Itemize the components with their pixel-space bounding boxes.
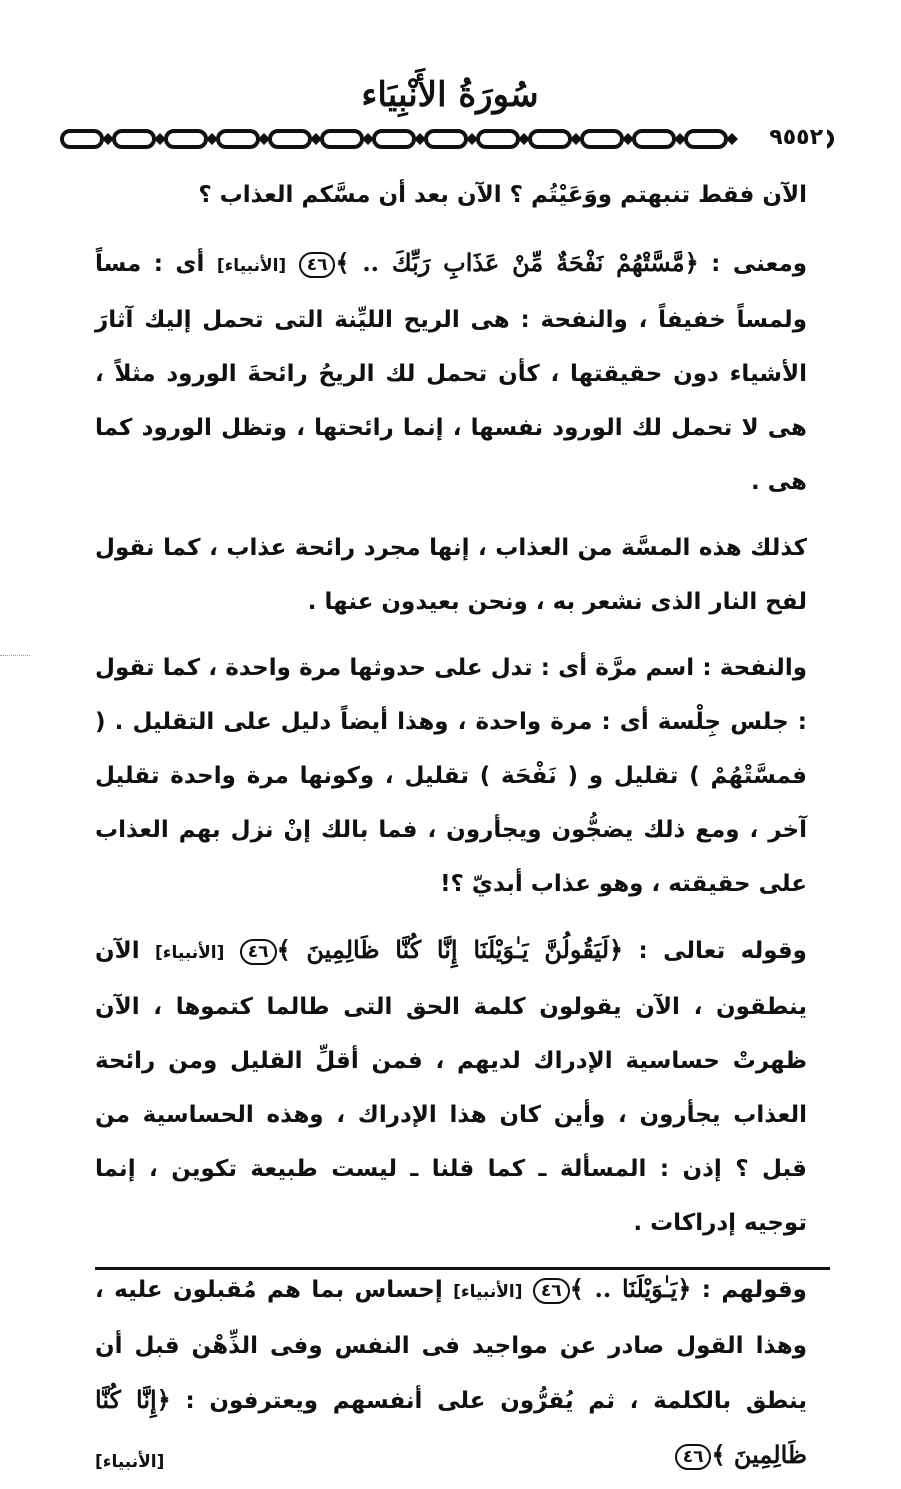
verse-number: ٤٦ bbox=[240, 939, 277, 965]
chain-link bbox=[114, 131, 154, 147]
chain-link bbox=[478, 131, 518, 147]
quran-verse: ﴿إِنَّا كُنَّا ظَالِمِينَ ﴾ bbox=[95, 1385, 807, 1469]
page-number: ٩٥٥٢ bbox=[765, 124, 827, 152]
chain-link bbox=[62, 131, 102, 147]
footer-rule bbox=[95, 1267, 830, 1270]
p2-text: أى : مساً ولمساً خفيفاً ، والنفحة : هى الريح الليِّنة التى تحمل إليك آثارَ الأشياء دون حقيقتها ، كأن تحمل لك الريحُ رائحةَ الورود مثلاً ، هى لا تحمل لك الورود نفسها ، إنما رائحتها ، وتظل الورود كما هى . bbox=[95, 251, 807, 495]
quran-verse: ﴿لَيَقُولُنَّ يَـٰوَيْلَنَا إِنَّا كُنَّا ظَالِمِينَ ﴾ bbox=[276, 935, 624, 964]
quran-verse: ﴿يَـٰوَيْلَنَا .. ﴾ bbox=[569, 1274, 692, 1303]
verse-number: ٤٦ bbox=[675, 1444, 712, 1470]
chain-link bbox=[166, 131, 206, 147]
chain-diamond bbox=[726, 133, 738, 145]
chain-ornament-icon bbox=[60, 122, 835, 156]
chain-link bbox=[582, 131, 622, 147]
p5-lead: وقوله تعالى : bbox=[623, 938, 807, 964]
quran-verse: ﴿مَّسَّتْهُمْ نَفْحَةٌ مِّنْ عَذَابِ رَبِّكَ .. ﴾ bbox=[335, 248, 699, 277]
paragraph-5 bbox=[95, 923, 807, 1250]
paragraph-2 bbox=[95, 236, 807, 509]
header-ornament bbox=[60, 122, 835, 156]
paragraph-3: كذلك هذه المسَّة من العذاب ، إنها مجرد رائحة عذاب ، كما نقول لفح النار الذى نشعر به ، ونحن بعيدون عنها . bbox=[95, 535, 807, 615]
margin-mark bbox=[0, 655, 30, 656]
paragraph-4: والنفحة : اسم مرَّة أى : تدل على حدوثها مرة واحدة ، كما تقول : جلس جِلْسة أى : مرة واحدة ، وهذا أيضاً دليل على التقليل . ( فمسَّتْهُمْ ) تقليل و ( نَفْحَة ) تقليل ، وكونها مرة واحدة تقليل آخر ، ومع ذلك يضجُّون ويجأرون ، فما بالك إنْ نزل بهم العذاب على حقيقته ، وهو عذاب أبديّ ؟! bbox=[95, 655, 807, 897]
chain-link bbox=[218, 131, 258, 147]
page-body bbox=[95, 168, 807, 1489]
surah-reference: [الأنبياء] bbox=[216, 256, 287, 276]
chain-link bbox=[322, 131, 362, 147]
chain-link bbox=[530, 131, 570, 147]
p6-text: إحساس بما هم مُقبلون عليه ، وهذا القول صادر عن مواجيد فى النفس وفى الذِّهْن قبل أن ينطق بالكلمة ، ثم يُقرُّون على أنفسهم ويعترفون : bbox=[95, 1277, 807, 1414]
chain-link bbox=[374, 131, 414, 147]
p5-text: الآن ينطقون ، الآن يقولون كلمة الحق التى طالما كتموها ، الآن ظهرتْ حساسية الإدراك لديهم ، فمن أقلِّ القليل ومن رائحة العذاب يجأرون ، وأين كان هذا الإدراك ، وهذه الحساسية من قبل ؟ إذن : المسألة ـ كما قلنا ـ ليست طبيعة تكوين ، إنما توجيه إدراكات . bbox=[95, 938, 807, 1236]
verse-number: ٤٦ bbox=[299, 252, 336, 278]
chain-link bbox=[634, 131, 674, 147]
p2-lead: ومعنى : bbox=[698, 251, 807, 277]
verse-number: ٤٦ bbox=[533, 1278, 570, 1304]
surah-reference: [الأنبياء] bbox=[95, 1452, 165, 1472]
chain-link bbox=[426, 131, 466, 147]
surah-reference: [الأنبياء] bbox=[155, 943, 225, 963]
surah-title: سُورَةُ الأَنْبِيَاء bbox=[361, 75, 539, 115]
surah-reference: [الأنبياء] bbox=[453, 1282, 523, 1302]
p6-lead: وقولهم : bbox=[691, 1277, 807, 1303]
chain-link bbox=[686, 131, 726, 147]
chain-link bbox=[270, 131, 310, 147]
paragraph-1: الآن فقط تنبهتم ووَعَيْتُم ؟ الآن بعد أن مسَّكم العذاب ؟ bbox=[198, 182, 807, 208]
